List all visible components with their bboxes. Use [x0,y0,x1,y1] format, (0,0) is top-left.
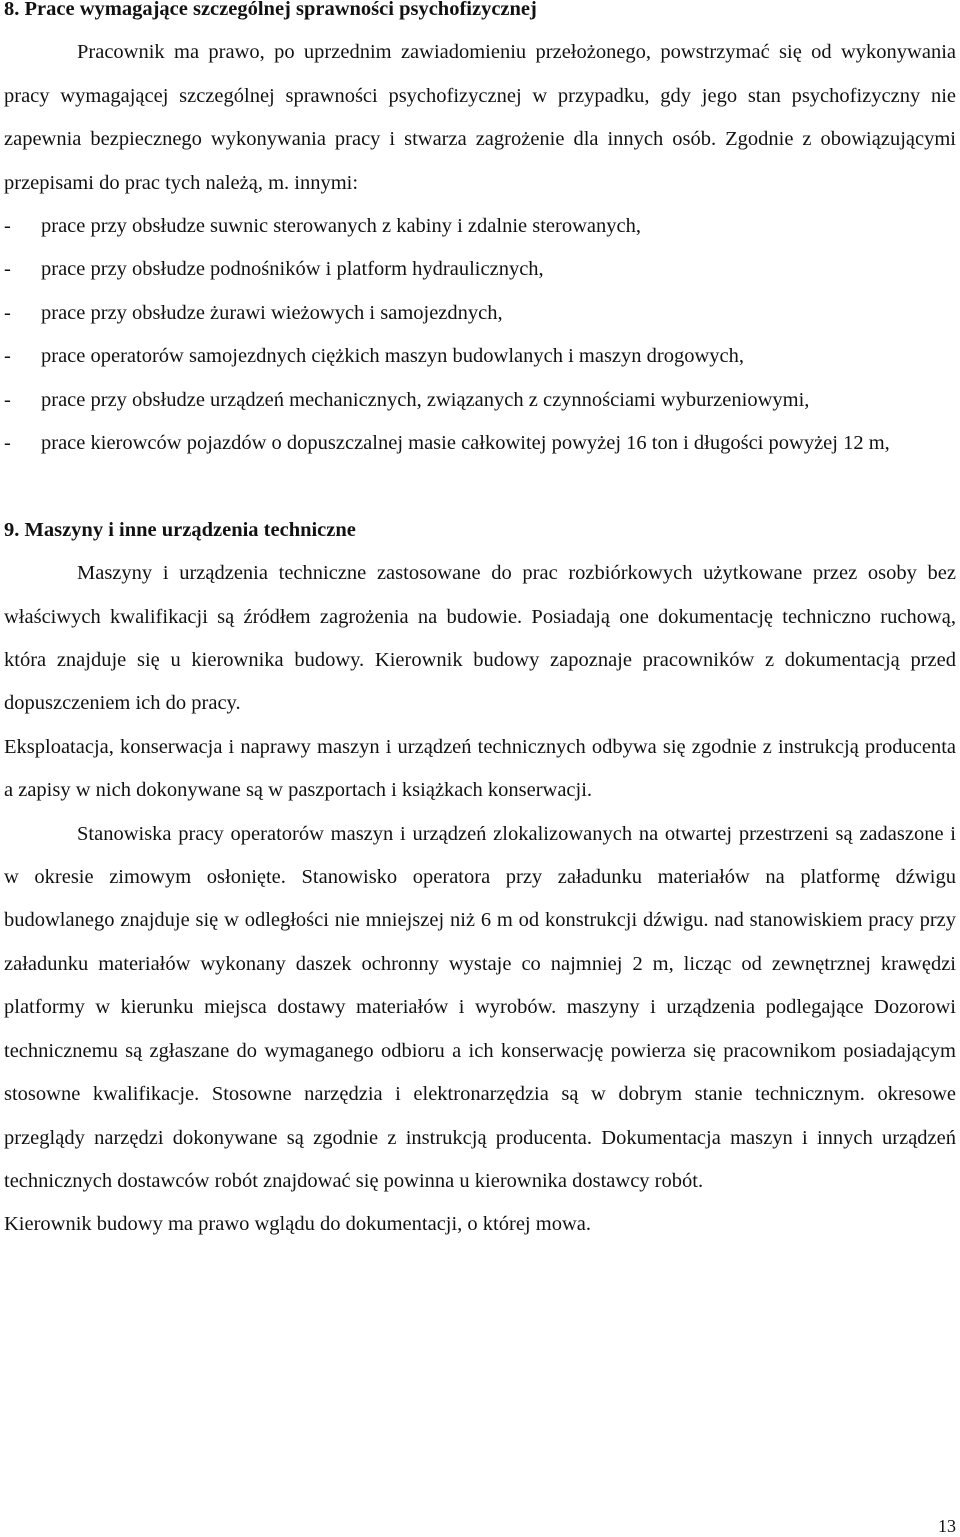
list-item [4,335,956,378]
list-item-text: prace przy obsłudze podnośników i platform hydraulicznych, [41,258,544,281]
list-dash: - [4,215,11,238]
list-item-text: prace przy obsłudze żurawi wieżowych i samojezdnych, [41,301,503,324]
section-9-paragraph-1: Maszyny i urządzenia techniczne zastosowane do prac rozbiórkowych użytkowane przez osoby bez właściwych kwalifikacji są źródłem zagrożenia na budowie. Posiadają one dokumentację techniczno ruchową, która znajduje się u kierownika budowy. Kierownik budowy zapoznaje pracowników z dokumentacją przed dopuszczeniem ich do pracy. [4,562,956,715]
list-item-text: prace kierowców pojazdów o dopuszczalnej masie całkowitej powyżej 16 ton i długości powyżej 12 m, [41,432,890,455]
section-spacer [4,465,956,508]
section-9-paragraph-3: Stanowiska pracy operatorów maszyn i urządzeń zlokalizowanych na otwartej przestrzeni są zadaszone i w okresie zimowym osłonięte. Stanowisko operatora przy załadunku materiałów na platformę dźwigu budowlanego znajduje się w odległości nie mniejszej niż 6 m od konstrukcji dźwigu. nad stanowiskiem pracy przy załadunku materiałów wykonany daszek ochronny wystaje co najmniej 2 m, licząc od zewnętrznej krawędzi platformy w kierunku miejsca dostawy materiałów i wyrobów. maszyny i urządzenia podlegające Dozorowi technicznemu są zgłaszane do wymaganego odbioru a ich konserwację powierza się pracownikom posiadającym stosowne kwalifikacje. Stosowne narzędzia i elektronarzędzia są w dobrym stanie technicznym. okresowe przeglądy narzędzi dokonywane są zgodnie z instrukcją producenta. Dokumentacja maszyn i innych urządzeń technicznych dostawców robót znajdować się powinna u kierownika dostawcy robót. [4,822,956,1192]
section-9-heading: 9. Maszyny i inne urządzenia techniczne [4,518,356,541]
list-dash: - [4,432,11,455]
list-item-text: prace przy obsłudze suwnic sterowanych z kabiny i zdalnie sterowanych, [41,215,641,238]
list-item-text: prace przy obsłudze urządzeń mechanicznych, związanych z czynnościami wyburzeniowymi, [41,388,810,411]
page-number: 13 [938,1516,956,1536]
section-8-heading: 8. Prace wymagające szczególnej sprawności psychofizycznej [4,0,537,20]
list-item-text: prace operatorów samojezdnych ciężkich maszyn budowlanych i maszyn drogowych, [41,345,745,368]
list-dash: - [4,258,11,281]
list-dash: - [4,301,11,324]
list-item [4,422,956,465]
list-item [4,292,956,335]
list-dash: - [4,388,11,411]
list-dash: - [4,345,11,368]
list-item [4,205,956,248]
hazardous-work-list [4,205,956,465]
section-9-paragraph-2: Eksploatacja, konserwacja i naprawy maszyn i urządzeń technicznych odbywa się zgodnie z instrukcją producenta a zapisy w nich dokonywane są w paszportach i książkach konserwacji. [4,735,956,802]
list-item [4,248,956,291]
list-item [4,379,956,422]
section-9-paragraph-4: Kierownik budowy ma prawo wglądu do dokumentacji, o której mowa. [4,1213,591,1236]
section-8-intro-paragraph: Pracownik ma prawo, po uprzednim zawiadomieniu przełożonego, powstrzymać się od wykonywania pracy wymagającej szczególnej sprawności psychofizycznej w przypadku, gdy jego stan psychofizyczny nie zapewnia bezpiecznego wykonywania pracy i stwarza zagrożenie dla innych osób. Zgodnie z obowiązującymi przepisami do prac tych należą, m. innymi: [4,41,956,194]
